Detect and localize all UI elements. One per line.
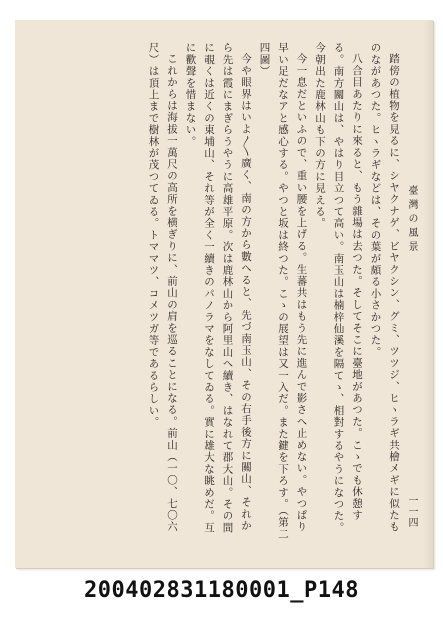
- paragraph: 踏傍の植物を見るに、シヤクナゲ、ビヤクシン、グミ、ツツジ、ヒヽラギ共檜メギに似たものながあつた。ヒヽラギなどは、その葉が頗る小さかつた。: [369, 42, 400, 533]
- paragraph: 八合目あたりに來ると、もう雜場は去つた。そしてそこに臺地があつた。こゝでも休憩する。南方關山は、やはり目立つて高い。南玉山は楠梓仙溪を隔てゝ、相對するやうになつた。今朝出た鹿林山も下の方に見える。: [314, 42, 363, 534]
- book-page: [15, 20, 433, 568]
- paragraph: 今一息だといふので、重い腰を上げる。生蕃共はもう先に進んで影さへ止めない。やつぱり早い足だなアと感心する。やつと坂は終つた。こゝの展望は又一入だ。また鍵を下ろす。（第二四圖）: [258, 42, 308, 540]
- running-head: 臺灣の風景: [406, 185, 417, 255]
- page-number: 一一四: [406, 495, 417, 528]
- image-id-caption: 200402831180001_P148: [84, 578, 359, 603]
- body-text: [144, 42, 403, 542]
- paragraph: 今や眼界はいよ〳〵廣く、南の方から數へると、先づ南玉山、その右手後方に關山、それから先は霞にまぎらうやうに高雄平原。次は鹿林山から阿里山へ續き、はなれて郡大山。その間に覗くは近くの東埔山、それ等が全く一續きのパノラマをなしてゐる。實に雄大な眺めだ。互に歡聲を惜まない。: [184, 42, 252, 534]
- paragraph: これからは海拔一萬尺の高所を横ぎりに、前山の肩を巡ることになる。前山（一〇、七〇六尺）は頂上まで樹林が茂つてゐる。トママツ、コメツガ等であるらしい。: [147, 42, 178, 533]
